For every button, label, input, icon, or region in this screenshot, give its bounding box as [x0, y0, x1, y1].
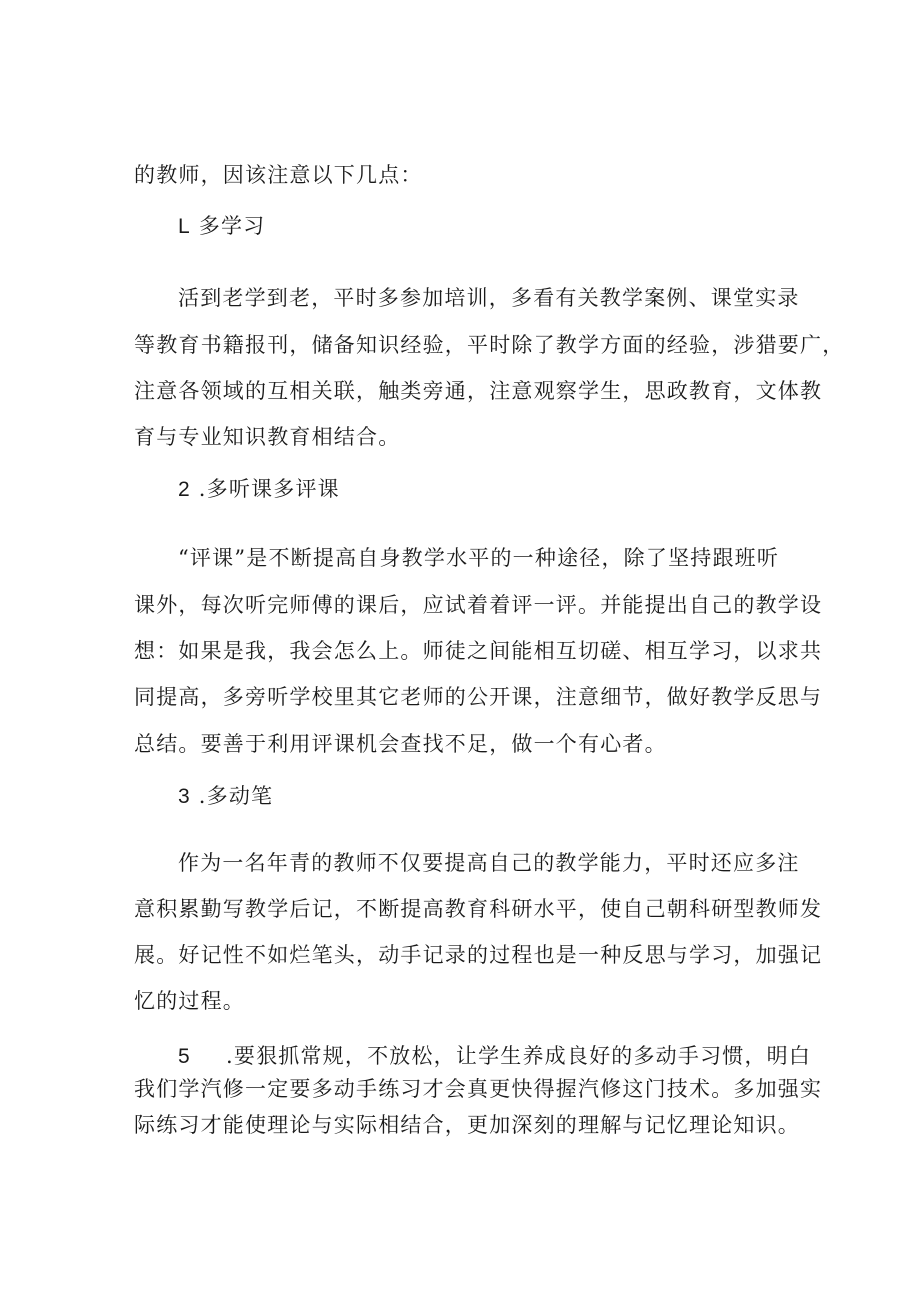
- paragraph-line: 课外，每次听完师傅的课后，应试着着评一评。并能提出自己的教学设: [134, 593, 823, 617]
- paragraph-line: 忆的过程。: [134, 989, 245, 1013]
- paragraph-line: 展。好记性不如烂笔头，动手记录的过程也是一种反思与学习，加强记: [134, 943, 823, 967]
- section-5-first-line: [178, 1041, 812, 1072]
- paragraph-line: 活到老学到老，平时多参加培训，多看有关教学案例、课堂实录: [178, 286, 800, 310]
- intro-line: 的教师，因该注意以下几点：: [134, 163, 423, 187]
- paragraph-line: 注意各领域的互相关联，触类旁通，注意观察学生，思政教育，文体教: [134, 379, 823, 403]
- section-number-1: L: [178, 215, 191, 238]
- section-number-5: 5: [178, 1045, 191, 1068]
- paragraph-line: 育与专业知识教育相结合。: [134, 425, 401, 449]
- section-heading-2: [178, 474, 838, 505]
- paragraph-line: 同提高，多旁听学校里其它老师的公开课，注意细节，做好教学反思与: [134, 685, 823, 709]
- paragraph-line: 意积累勤写教学后记，不断提高教育科研水平，使自己朝科研型教师发: [134, 897, 823, 921]
- section-number-3: 3: [178, 785, 191, 808]
- section-number-2: 2: [178, 478, 191, 501]
- paragraph-line: .要狠抓常规，不放松，让学生养成良好的多动手习惯，明白: [226, 1044, 812, 1068]
- section-heading-3: [178, 781, 838, 812]
- paragraph-line: 等教育书籍报刊，储备知识经验，平时除了教学方面的经验，涉猎要广，: [134, 333, 845, 357]
- section-title-2: .多听课多评课: [198, 477, 340, 501]
- section-heading-1: [178, 211, 838, 242]
- paragraph-line: “评课”是不断提高自身教学水平的一种途径，除了坚持跟班听: [178, 546, 780, 570]
- paragraph-line: 我们学汽修一定要多动手练习才会真更快得握汽修这门技术。多加强实: [134, 1077, 823, 1101]
- section-title-3: .多动笔: [198, 784, 274, 808]
- paragraph-line: 际练习才能使理论与实际相结合，更加深刻的理解与记忆理论知识。: [134, 1113, 800, 1137]
- paragraph-line: 想：如果是我，我会怎么上。师徒之间能相互切磋、相互学习，以求共: [134, 639, 823, 663]
- paragraph-line: 作为一名年青的教师不仅要提高自己的教学能力，平时还应多注: [178, 851, 800, 875]
- section-title-1: 多学习: [198, 214, 266, 238]
- paragraph-line: 总结。要善于利用评课机会查找不足，做一个有心者。: [134, 732, 667, 756]
